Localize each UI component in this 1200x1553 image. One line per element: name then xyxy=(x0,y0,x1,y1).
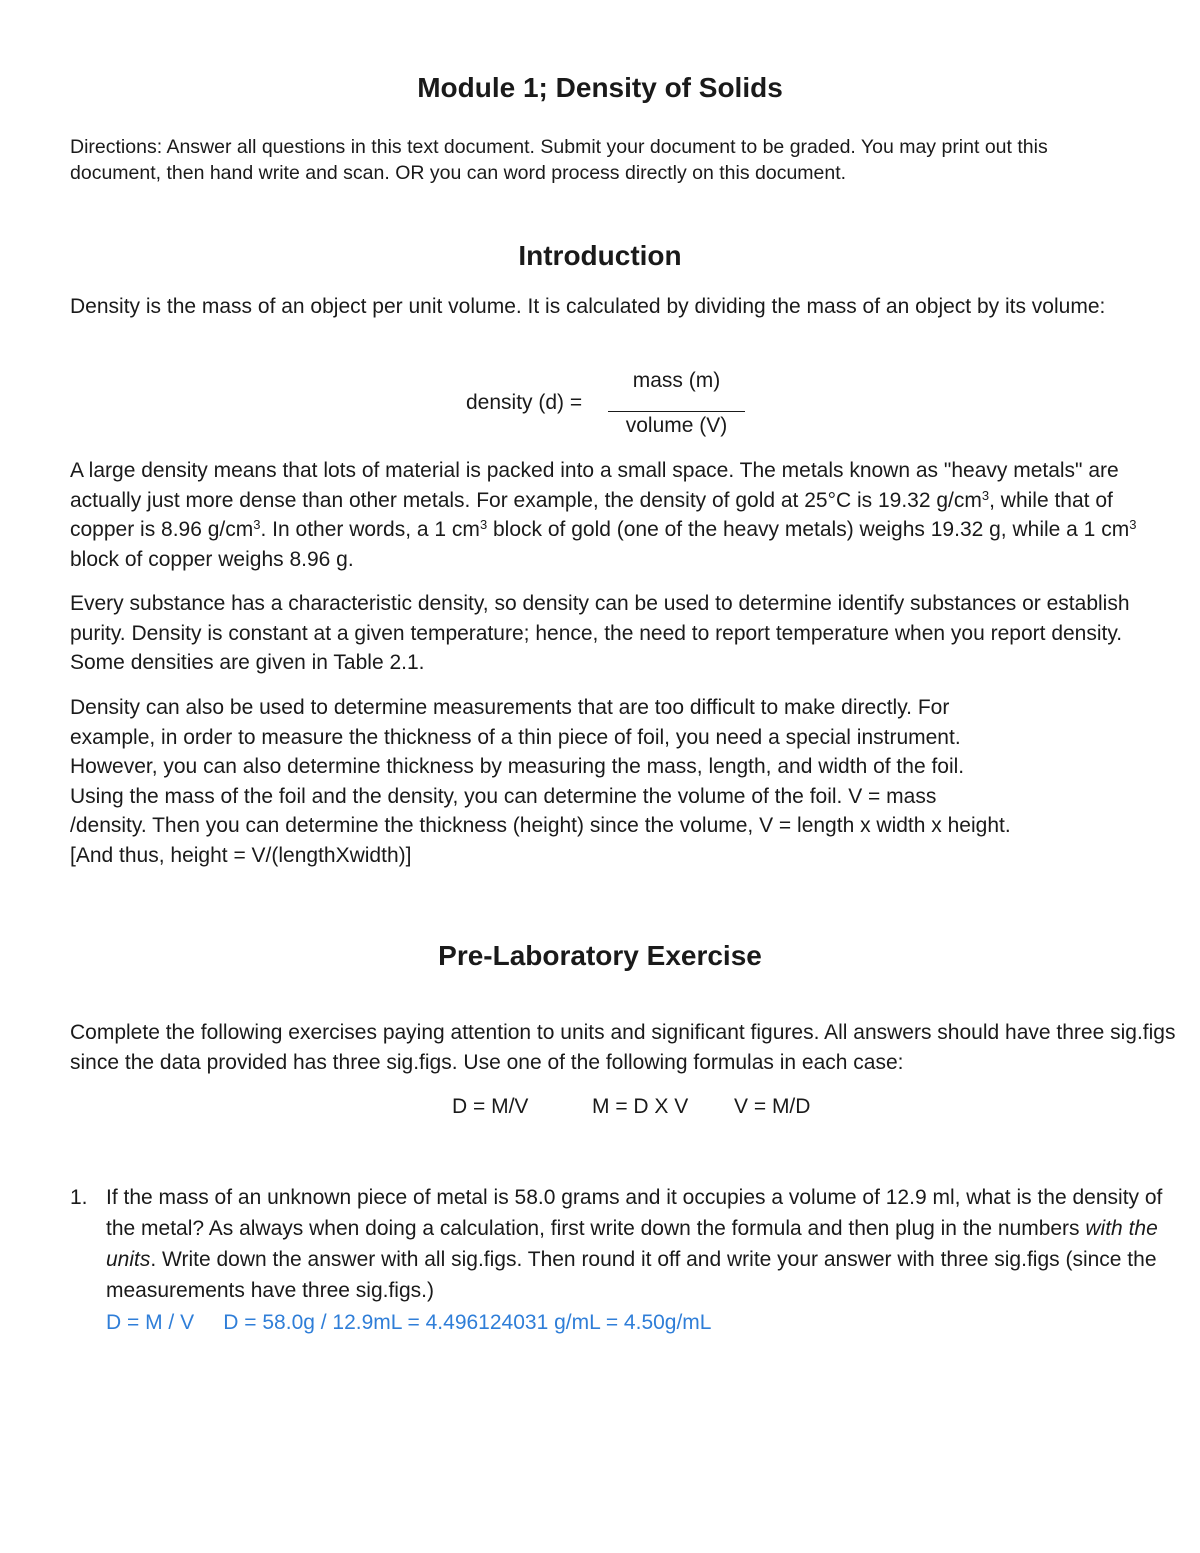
intro-paragraph-4 xyxy=(70,693,1140,870)
directions-text: Directions: Answer all questions in this text document. Submit your document to be graded. You may print out this document, then hand write and scan. OR you can word process directly on this document. xyxy=(70,136,1048,184)
exponent: 3 xyxy=(981,487,990,503)
intro-paragraph-3: Every substance has a characteristic density, so density can be used to determine identify substances or establish purity. Density is constant at a given temperature; hence, the need to report temperature when you report density. Some densities are given in Table 2.1. xyxy=(70,592,1130,674)
intro-p2-part-c: . In other words, a 1 cm xyxy=(260,518,480,541)
density-formula xyxy=(466,366,766,446)
exponent: 3 xyxy=(253,517,261,532)
question-text xyxy=(106,1182,1190,1306)
answer-text[interactable]: D = M / V D = 58.0g / 12.9mL = 4.496124031 g/mL = 4.50g/mL xyxy=(106,1311,712,1334)
intro-paragraph-1: Density is the mass of an object per unit volume. It is calculated by dividing the mass of an object by its volume: xyxy=(70,295,1106,318)
intro-p4-line: [And thus, height = V/(lengthXwidth)] xyxy=(70,843,412,867)
formula-volume: V = M/D xyxy=(734,1095,811,1118)
prelab-instructions: Complete the following exercises paying attention to units and significant figures. All answers should have three sig.figs since the data provided has three sig.figs. Use one of the following formulas in each case: xyxy=(70,1021,1176,1074)
formulas-row xyxy=(0,1095,1200,1125)
exponent: 3 xyxy=(479,517,488,532)
intro-p2-part-b: , while that of copper is 8.96 g/cm xyxy=(70,488,1113,541)
intro-p2-part-e: block of copper weighs 8.96 g. xyxy=(70,547,354,571)
intro-p4-line: /density. Then you can determine the thickness (height) since the volume, V = length x width x height. xyxy=(70,814,1011,837)
formula-density: D = M/V xyxy=(452,1095,529,1118)
fraction-bar xyxy=(608,411,745,412)
question-text-part-b: . Write down the answer with all sig.figs. Then round it off and write your answer with three sig.figs (since the measurements have three sig.figs.) xyxy=(106,1248,1157,1302)
intro-p4-line: example, in order to measure the thickness of a thin piece of foil, you need a special instrument. xyxy=(70,725,961,749)
intro-p2-part-a: A large density means that lots of material is packed into a small space. The metals known as "heavy metals" are actually just more dense than other metals. For example, the density of gold at 25°C is 19.32 g/cm xyxy=(70,459,1119,512)
intro-p2-part-d: block of gold (one of the heavy metals) weighs 19.32 g, while a 1 cm xyxy=(487,518,1130,541)
formula-lhs: density (d) = xyxy=(466,391,583,414)
intro-p4-line: Using the mass of the foil and the density, you can determine the volume of the foil. V = mass xyxy=(70,784,937,808)
introduction-heading: Introduction xyxy=(518,240,682,271)
document-title: Module 1; Density of Solids xyxy=(417,72,783,103)
question-text-part-a: If the mass of an unknown piece of metal is 58.0 grams and it occupies a volume of 12.9 ml, what is the density of the metal? As always when doing a calculation, first write down the formula and then plug in the numbers xyxy=(106,1186,1163,1240)
intro-p4-line: Density can also be used to determine measurements that are too difficult to make directly. For xyxy=(70,696,950,719)
formula-mass: M = D X V xyxy=(592,1095,689,1118)
prelab-heading: Pre-Laboratory Exercise xyxy=(438,940,762,971)
formula-numerator: mass (m) xyxy=(632,369,721,392)
intro-p4-line: However, you can also determine thickness by measuring the mass, length, and width of the foil. xyxy=(70,755,965,778)
question-number: 1. xyxy=(70,1186,88,1209)
question-text-italic: with the units xyxy=(106,1217,1158,1271)
intro-paragraph-2 xyxy=(70,456,1140,574)
formula-denominator: volume (V) xyxy=(625,414,728,437)
exponent: 3 xyxy=(1129,517,1137,532)
